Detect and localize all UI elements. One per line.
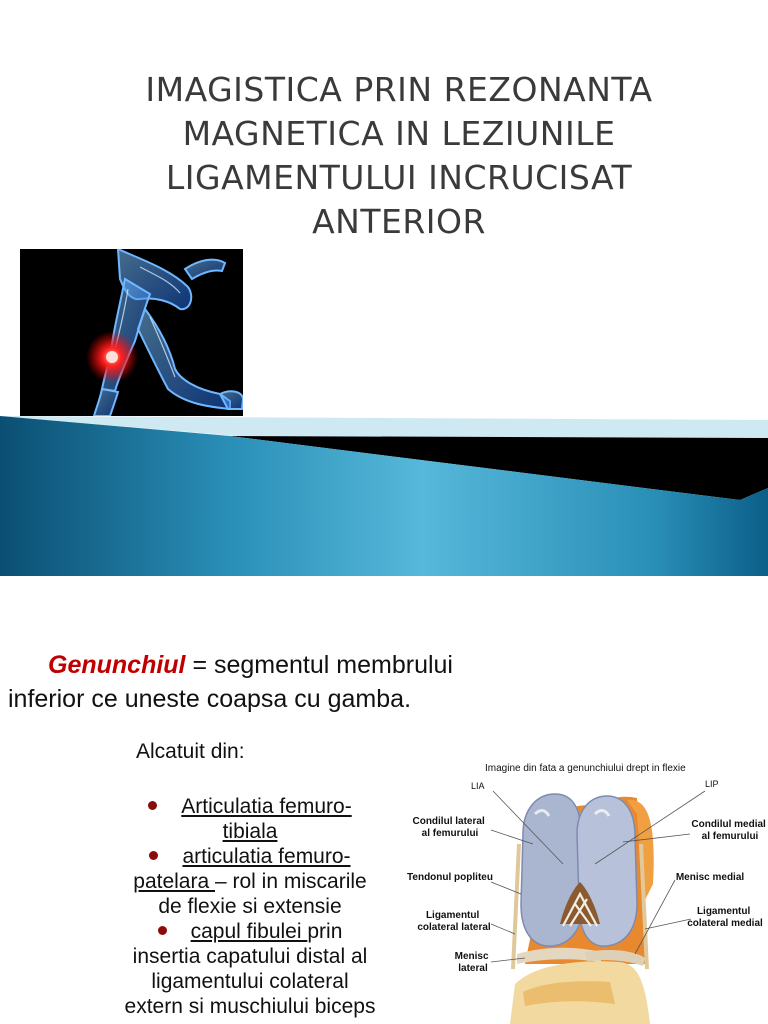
list-text: insertia capatului distal al: [132, 945, 368, 968]
definition-paragraph: [8, 648, 568, 716]
label-popliteal-tendon: Tendonul popliteu: [407, 872, 493, 883]
decorative-banner: [0, 416, 768, 576]
knee-anatomy-diagram: [405, 754, 768, 1024]
definition-term: Genunchiul: [48, 651, 186, 679]
title-line: IMAGISTICA PRIN REZONANTA: [145, 70, 653, 109]
content-slide: [0, 576, 768, 1024]
bullet-icon: [158, 926, 167, 935]
label-medial-condyle: Condilul medial al femurului: [691, 819, 766, 842]
link-femuro-tibial-cont[interactable]: tibiala: [222, 820, 278, 843]
list-text: extern si muschiului biceps: [124, 995, 376, 1018]
diagram-caption: Imagine din fata a genunchiului drept in flexie: [485, 763, 686, 774]
link-femuro-patelar[interactable]: articulatia femuro-: [182, 845, 351, 868]
composed-of-label: Alcatuit din:: [136, 740, 245, 763]
link-capul-fibulei[interactable]: capul fibulei: [190, 920, 308, 943]
definition-text: = segmentul membrului: [185, 651, 453, 679]
list-text: ligamentului colateral: [151, 970, 349, 993]
link-femuro-tibial[interactable]: Articulatia femuro-: [181, 795, 352, 818]
label-lia: LIA: [471, 781, 485, 791]
label-lateral-meniscus: Menisc lateral: [454, 951, 489, 974]
list-item: [92, 919, 408, 944]
title-line: LIGAMENTULUI INCRUCISAT: [165, 158, 633, 197]
label-lip: LIP: [705, 779, 719, 789]
list-item: [92, 844, 408, 869]
bullet-list: [92, 794, 408, 1019]
label-medial-meniscus: Menisc medial: [675, 872, 745, 883]
list-item: [92, 794, 408, 819]
label-lateral-condyle: Condilul lateral al femurului: [412, 816, 485, 839]
link-femuro-patelar-cont[interactable]: patelara: [133, 870, 215, 893]
runner-xray-image: [20, 249, 243, 416]
bullet-icon: [149, 851, 158, 860]
list-text: – rol in miscarile: [215, 870, 367, 893]
bullet-icon: [148, 801, 157, 810]
list-text: de flexie si extensie: [158, 895, 342, 918]
title-line: ANTERIOR: [312, 202, 486, 241]
definition-text: inferior ce uneste coapsa cu gamba.: [8, 685, 412, 713]
label-lateral-collateral-ligament: Ligamentul colateral lateral: [417, 910, 491, 933]
label-medial-collateral-ligament: Ligamentul colateral medial: [687, 906, 763, 929]
list-text: prin: [307, 920, 343, 943]
title-line: MAGNETICA IN LEZIUNILE: [182, 114, 616, 153]
slide-title: [60, 68, 738, 244]
